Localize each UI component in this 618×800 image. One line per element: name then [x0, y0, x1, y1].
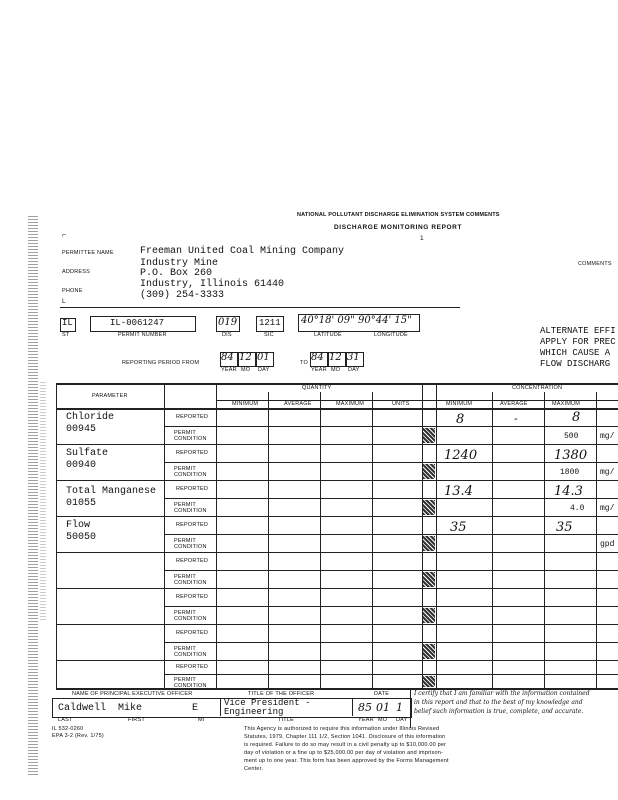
conc-min-header: MINIMUM — [446, 401, 473, 407]
parameter-name: Flow — [66, 520, 91, 531]
permittee-name-label: PERMITTEE NAME — [62, 250, 114, 256]
alternate-line-4: FLOW DISCHARG — [540, 359, 611, 369]
reported-label: REPORTED — [176, 664, 209, 670]
permit-number-label: PERMIT NUMBER — [118, 332, 167, 338]
state-sub-label: ST — [62, 332, 70, 338]
certify-line-3: belief such information is true, complete, and accurate. — [414, 708, 584, 715]
form-number-1: IL 532-0260 — [52, 726, 84, 732]
sic-label: SIC — [264, 332, 274, 338]
qty-min-header: MINIMUM — [232, 401, 259, 407]
to-day-unit: DAY — [348, 367, 360, 373]
phone-number: (309) 254-3333 — [140, 290, 225, 301]
reported-label: REPORTED — [176, 630, 209, 636]
year-label: YEAR — [358, 717, 374, 723]
parameter-code: 00940 — [66, 460, 97, 471]
to-month: 12 — [329, 352, 342, 363]
corner-mark-bottom: L — [62, 298, 66, 305]
parameter-code: 50050 — [66, 532, 97, 543]
nodi-cell — [423, 608, 435, 623]
month-label: MO — [378, 717, 388, 723]
sic-code: 1211 — [259, 318, 281, 328]
mi-label: MI — [198, 717, 205, 723]
sulfate-min: 1240 — [444, 448, 478, 463]
parameter-code: 00945 — [66, 424, 97, 435]
manganese-min: 13.4 — [444, 484, 473, 499]
row-rule — [164, 570, 618, 571]
footer-line-3: is required. Failure to do so may result in a civil penalty up to $10,000.00 per — [244, 742, 447, 748]
flow-min: 35 — [450, 520, 467, 535]
latitude-label: LATITUDE — [314, 332, 342, 338]
reported-label: REPORTED — [176, 414, 209, 420]
alternate-line-3: WHICH CAUSE A — [540, 348, 611, 358]
parameter-code: 01055 — [66, 498, 97, 509]
header-bottom-rule — [56, 408, 618, 410]
footer-line-6: Center. — [244, 766, 264, 772]
longitude: 90°44' 15" — [358, 315, 412, 326]
permittee-name: Freeman United Coal Mining Company — [140, 246, 345, 257]
parameter-header: PARAMETER — [92, 393, 128, 399]
day-label: DAY — [396, 717, 408, 723]
sulfate-unit: mg/ — [600, 468, 615, 477]
date-month: 01 — [376, 701, 390, 714]
address-label: ADDRESS — [62, 269, 90, 275]
chloride-unit: mg/ — [600, 432, 615, 441]
scan-artifact-left — [28, 215, 38, 775]
row-rule — [164, 642, 618, 643]
scan-artifact-left-2 — [40, 380, 46, 620]
system-heading: NATIONAL POLLUTANT DISCHARGE ELIMINATION SYSTEM COMMENTS — [297, 212, 500, 218]
permit-condition-label: PERMIT CONDITION — [174, 430, 207, 442]
reported-label: REPORTED — [176, 486, 209, 492]
conc-min-rule — [492, 392, 493, 688]
row-rule — [164, 462, 618, 463]
from-year-unit: YEAR — [221, 367, 237, 373]
title-sub-label: TITLE — [278, 717, 294, 723]
chloride-avg: - — [514, 412, 518, 425]
from-day-unit: DAY — [258, 367, 270, 373]
nodi-cell — [423, 464, 435, 479]
nodi-cell — [423, 676, 435, 687]
chloride-max: 8 — [572, 410, 581, 425]
row-rule — [56, 588, 618, 589]
last-label: LAST — [58, 717, 73, 723]
parameter-name: Sulfate — [66, 448, 109, 459]
nodi-cell — [423, 536, 435, 551]
row-rule — [56, 660, 618, 661]
discharge-number: 019 — [218, 317, 238, 328]
conc-max-rule — [596, 392, 597, 688]
from-month: 12 — [239, 352, 252, 363]
from-year: 84 — [221, 352, 234, 363]
row-rule — [164, 606, 618, 607]
address-line-1: Industry Mine — [140, 258, 219, 269]
conc-avg-header: AVERAGE — [500, 401, 528, 407]
from-month-unit: MO — [241, 367, 251, 373]
address-line-2: P.O. Box 260 — [140, 268, 213, 279]
officer-title-2: Engineering — [224, 707, 284, 717]
row-rule — [164, 498, 618, 499]
nodi-cell — [423, 644, 435, 659]
from-day: 01 — [257, 352, 270, 363]
form-mark: 1 — [420, 235, 424, 242]
qty-avg-header: AVERAGE — [284, 401, 312, 407]
row-rule — [56, 552, 618, 553]
permit-condition-label: PERMIT CONDITION — [174, 466, 207, 478]
permit-condition-label: PERMIT CONDITION — [174, 610, 207, 622]
phone-label: PHONE — [62, 288, 83, 294]
form-number-2: EPA 3-2 (Rev. 1/75) — [52, 733, 104, 739]
date-label: DATE — [374, 691, 390, 697]
nodi-cell — [423, 500, 435, 515]
permit-condition-label: PERMIT CONDITION — [174, 677, 207, 689]
alternate-line-2: APPLY FOR PREC — [540, 337, 616, 347]
signature-divider — [352, 698, 353, 716]
nodi-cell — [423, 572, 435, 587]
to-year-unit: YEAR — [311, 367, 327, 373]
officer-last-name: Caldwell — [58, 703, 107, 714]
certify-line-2: in this report and that to the best of my knowledge and — [414, 699, 583, 706]
longitude-label: LONGITUDE — [374, 332, 408, 338]
signature-divider — [220, 698, 221, 716]
officer-title-label: TITLE OF THE OFFICER — [248, 691, 315, 697]
date-year: 85 — [358, 701, 372, 714]
qty-max-rule — [372, 392, 373, 688]
to-label: TO — [300, 360, 308, 366]
manganese-unit: mg/ — [600, 504, 615, 513]
permit-condition-label: PERMIT CONDITION — [174, 574, 207, 586]
reported-label: REPORTED — [176, 450, 209, 456]
sulfate-max: 1380 — [554, 448, 588, 463]
id-row-rule — [60, 307, 460, 308]
concentration-header: CONCENTRATION — [512, 385, 563, 391]
permit-condition-label: PERMIT CONDITION — [174, 646, 207, 658]
latitude: 40°18' 09" — [301, 315, 355, 326]
reported-label: REPORTED — [176, 594, 209, 600]
comments-label: COMMENTS — [578, 261, 612, 267]
footer-line-4: day of violation or a fine up to $25,000.00 per day of violation and imprison- — [244, 750, 444, 756]
discharge-label: DIS — [222, 332, 232, 338]
row-rule — [56, 444, 618, 445]
manganese-limit: 4.0 — [570, 504, 585, 513]
qty-max-header: MAXIMUM — [336, 401, 364, 407]
reported-label: REPORTED — [176, 522, 209, 528]
row-rule — [164, 426, 618, 427]
certify-line-1: I certify that I am familiar with the information contained — [414, 690, 590, 697]
row-rule — [164, 674, 618, 675]
table-left-rule — [56, 383, 57, 688]
flow-max: 35 — [556, 520, 573, 535]
qty-units-header: UNITS — [392, 401, 410, 407]
certify-divider — [410, 688, 411, 728]
parameter-name: Chloride — [66, 412, 115, 423]
officer-first-name: Mike — [118, 703, 143, 714]
conc-avg-rule — [544, 392, 545, 688]
state-code: IL — [62, 318, 73, 328]
to-month-unit: MO — [331, 367, 341, 373]
officer-label: NAME OF PRINCIPAL EXECUTIVE OFFICER — [72, 691, 193, 697]
to-day: 31 — [347, 352, 360, 363]
flow-unit: gpd — [600, 540, 615, 549]
qty-min-rule — [268, 392, 269, 688]
permit-condition-label: PERMIT CONDITION — [174, 502, 207, 514]
to-year: 84 — [311, 352, 324, 363]
row-rule — [164, 534, 618, 535]
sulfate-limit: 1800 — [560, 468, 580, 477]
footer-line-2: Statutes, 1979, Chapter 111 1/2, Section 1041. Disclosure of this information — [244, 734, 446, 740]
reported-label: REPORTED — [176, 558, 209, 564]
nodi-cell — [423, 428, 435, 443]
officer-title-1: Vice President - — [224, 698, 311, 708]
permit-number: IL-0061247 — [110, 318, 165, 328]
chloride-min: 8 — [456, 412, 465, 427]
date-day: 1 — [396, 701, 403, 714]
officer-middle-initial: E — [192, 703, 199, 714]
row-rule — [56, 516, 618, 517]
footer-line-5: ment up to one year. This form has been approved by the Forms Management — [244, 758, 449, 764]
parameter-name: Total Manganese — [66, 486, 157, 497]
row-rule — [56, 624, 618, 625]
corner-mark-top: ⌐ — [62, 232, 66, 239]
row-rule — [56, 480, 618, 481]
qty-avg-rule — [320, 392, 321, 688]
permit-condition-label: PERMIT CONDITION — [174, 538, 207, 550]
alternate-line-1: ALTERNATE EFFI — [540, 326, 616, 336]
conc-max-header: MAXIMUM — [552, 401, 580, 407]
first-label: FIRST — [128, 717, 145, 723]
form-title: DISCHARGE MONITORING REPORT — [334, 224, 463, 231]
footer-line-1: This Agency is authorized to require this information under Illinois Revised — [244, 726, 440, 732]
manganese-max: 14.3 — [554, 484, 583, 499]
chloride-limit: 500 — [564, 432, 579, 441]
address-line-3: Industry, Illinois 61440 — [140, 279, 285, 290]
discharge-monitoring-report-form — [52, 210, 618, 800]
quantity-header: QUANTITY — [302, 385, 332, 391]
reporting-period-label: REPORTING PERIOD FROM — [122, 360, 200, 366]
